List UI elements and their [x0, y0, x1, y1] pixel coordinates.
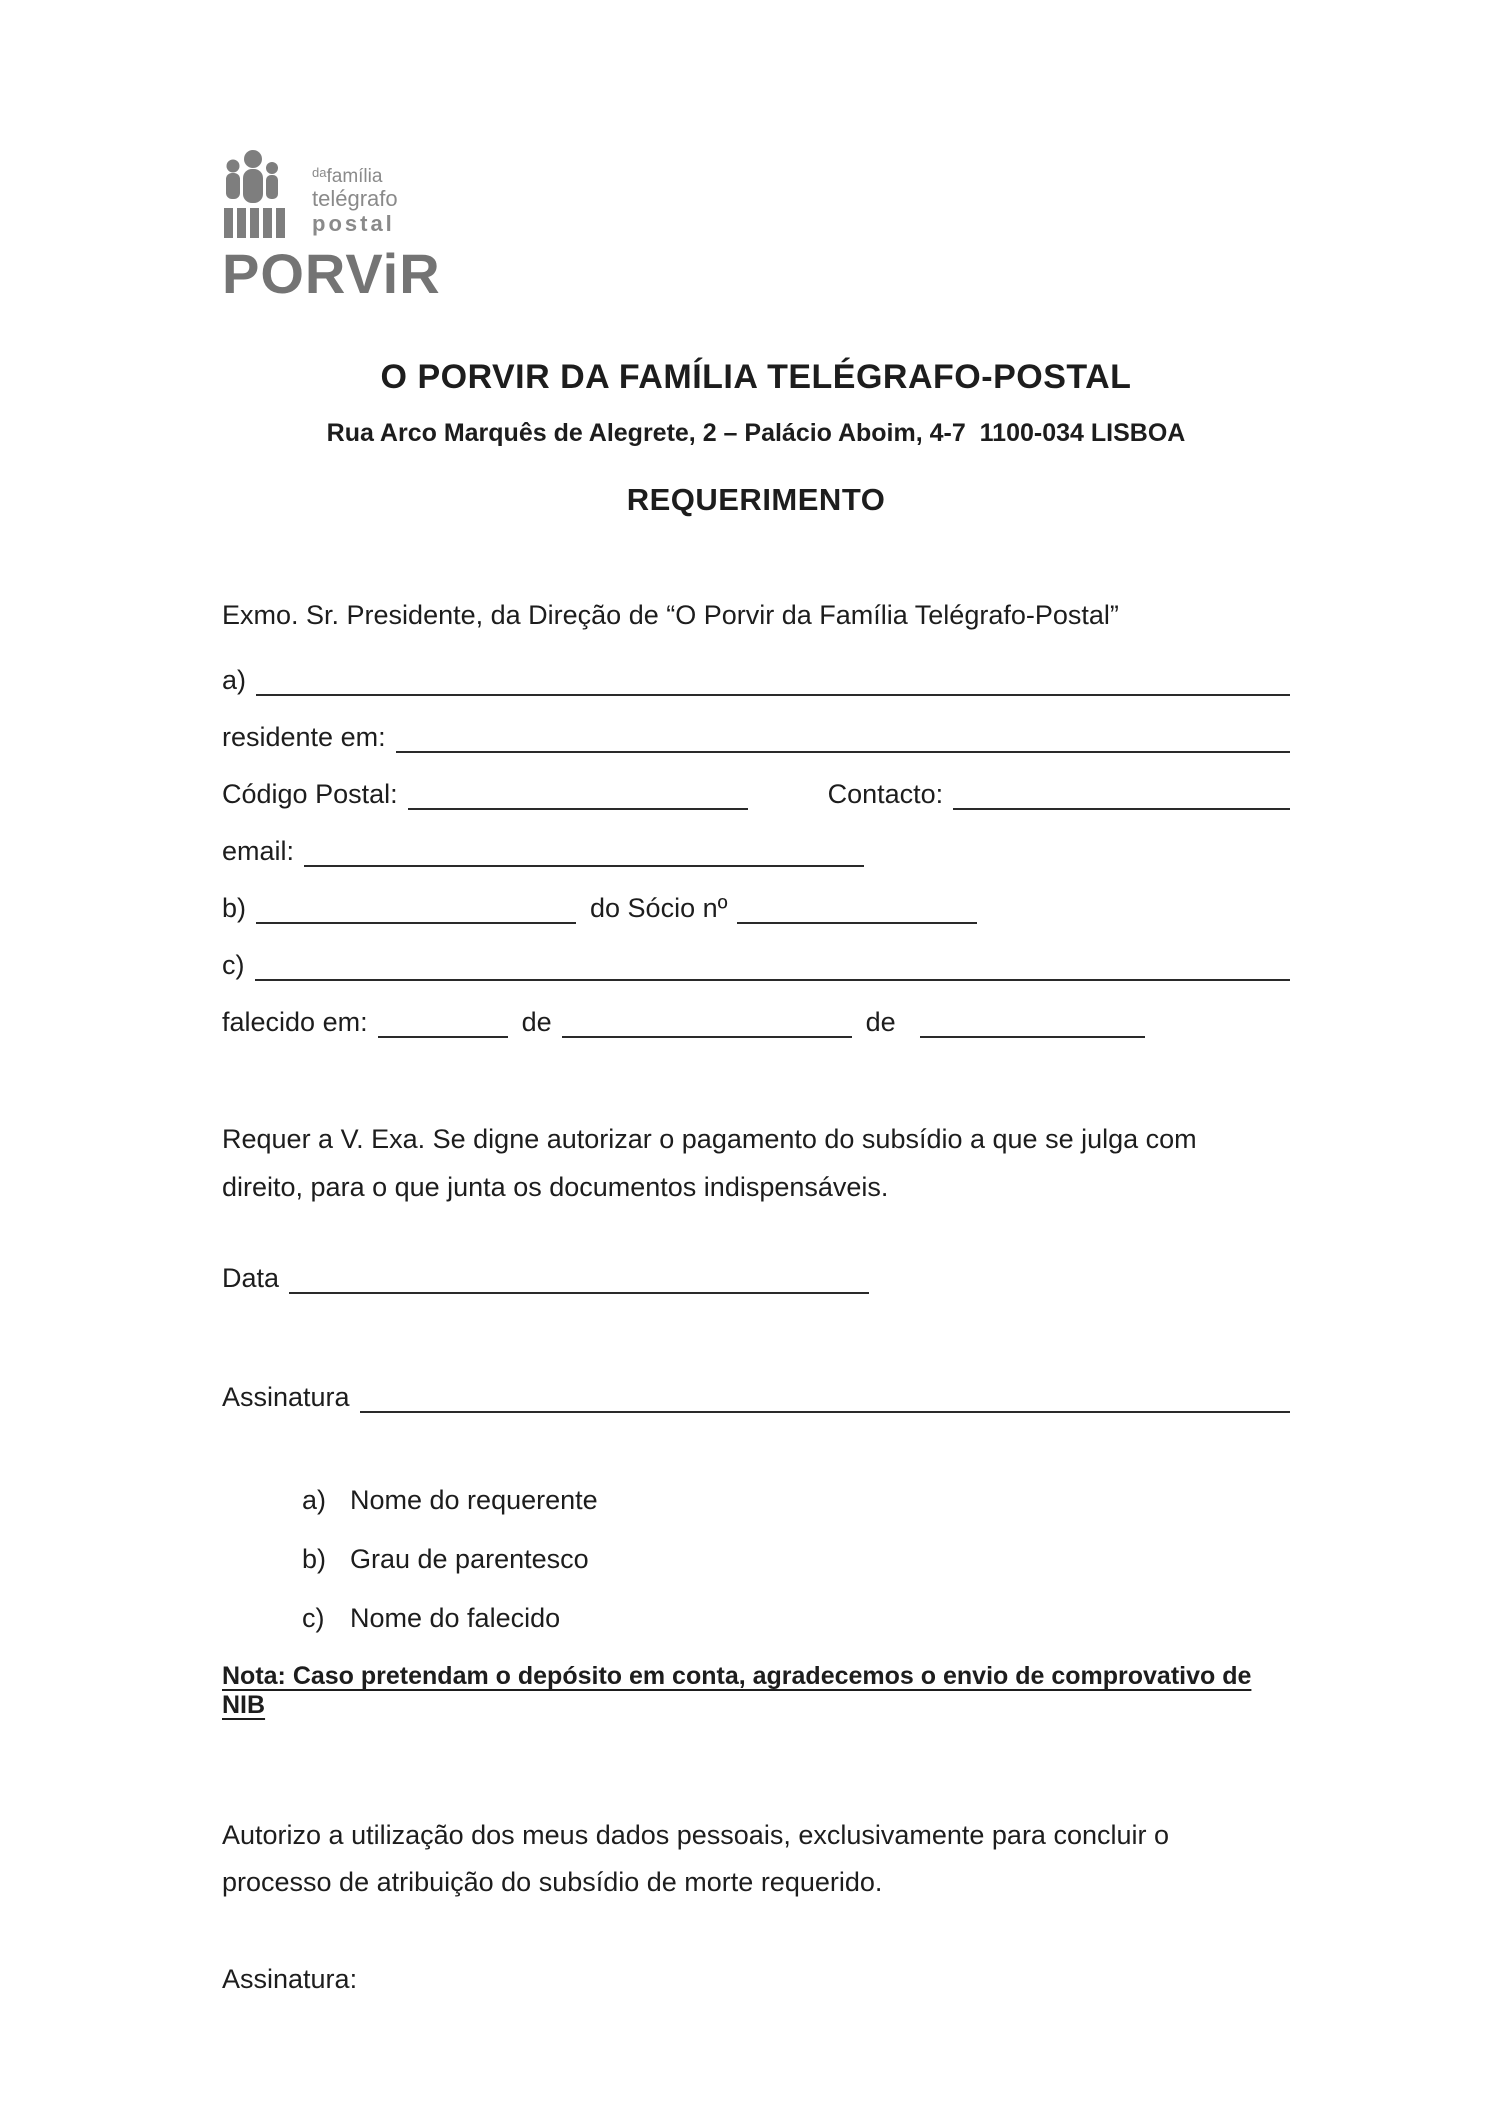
legend-text-c: Nome do falecido [350, 1602, 561, 1633]
logo-wordmark: PORViR [222, 242, 441, 305]
email-row [222, 836, 1290, 867]
nota-line: Nota: Caso pretendam o depósito em conta, agradecemos o envio de comprovativo de NIB [222, 1661, 1252, 1719]
legend [222, 1485, 1290, 1634]
field-a-label: a) [222, 665, 247, 695]
email-line [304, 839, 864, 867]
org-title: O PORVIR DA FAMÍLIA TELÉGRAFO-POSTAL [380, 358, 1132, 396]
logo-tagline [312, 166, 398, 237]
header [222, 358, 1290, 518]
falecido-month-line [562, 1010, 852, 1038]
falecido-row [222, 1007, 1290, 1038]
authorization-paragraph: Autorizo a utilização dos meus dados pessoais, exclusivamente para concluir o processo de atribuição do subsídio de morte requerido. [222, 1819, 1170, 1898]
request-paragraph: Requer a V. Exa. Se digne autorizar o pagamento do subsídio a que se julga com direito, para o que junta os documentos indispensáveis. [222, 1124, 1197, 1202]
falecido-de2-label: de [865, 1007, 896, 1038]
residente-label: residente em: [222, 722, 386, 753]
assinatura2-label: Assinatura: [222, 1964, 358, 1995]
assinatura-line [360, 1385, 1290, 1413]
legend-item-c [302, 1603, 1290, 1634]
assinatura-label: Assinatura [222, 1381, 350, 1412]
data-label: Data [222, 1262, 280, 1293]
field-b-label: b) [222, 893, 247, 924]
residente-row [222, 722, 1290, 753]
codigo-postal-line [408, 782, 748, 810]
data-row [222, 1263, 1290, 1294]
field-b-line [256, 896, 576, 924]
field-a-line [256, 668, 1290, 696]
salutation: Exmo. Sr. Presidente, da Direção de “O Porvir da Família Telégrafo-Postal” [222, 600, 1119, 630]
falecido-year-line [920, 1010, 1145, 1038]
logo [222, 150, 1290, 305]
family-figures-icon [222, 150, 302, 242]
falecido-label: falecido em: [222, 1007, 368, 1038]
legend-item-b [302, 1544, 1290, 1575]
contacto-label: Contacto: [827, 779, 944, 810]
field-c-label: c) [222, 950, 245, 981]
field-a-row [222, 665, 1290, 696]
field-c-row [222, 950, 1290, 981]
residente-line [396, 725, 1290, 753]
form-rows [222, 665, 1290, 1038]
logo-tagline-familia: família [326, 166, 383, 187]
legend-text-b: Grau de parentesco [350, 1543, 589, 1574]
contacto-line [953, 782, 1290, 810]
codigo-postal-row [222, 779, 1290, 810]
codigo-postal-label: Código Postal: [222, 779, 398, 810]
falecido-day-line [378, 1010, 508, 1038]
legend-text-a: Nome do requerente [350, 1484, 598, 1515]
logo-tagline-da: da [312, 165, 327, 180]
assinatura-row [222, 1382, 1290, 1413]
socio-label: do Sócio nº [590, 893, 728, 924]
field-c-line [255, 953, 1291, 981]
legend-key-b: b) [302, 1543, 327, 1574]
legend-key-a: a) [302, 1484, 327, 1515]
data-line [289, 1266, 869, 1294]
falecido-de1-label: de [521, 1007, 552, 1038]
logo-tagline-postal: postal [312, 210, 395, 236]
logo-tagline-telegrafo: telégrafo [312, 186, 398, 212]
legend-key-c: c) [302, 1602, 325, 1633]
email-label: email: [222, 836, 295, 867]
legend-item-a [302, 1485, 1290, 1516]
socio-line [737, 896, 977, 924]
org-address: Rua Arco Marquês de Alegrete, 2 – Palácio Aboim, 4-7 1100-034 LISBOA [326, 419, 1186, 447]
doc-title: REQUERIMENTO [626, 482, 886, 517]
field-b-row [222, 893, 1290, 924]
